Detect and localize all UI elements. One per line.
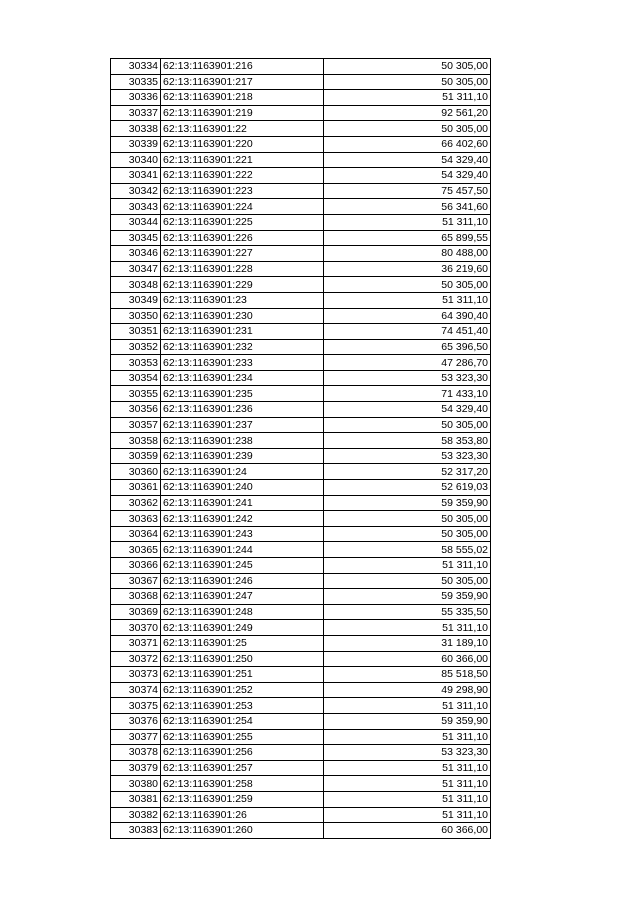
table-row [111,448,491,464]
cadastral-value-table [110,58,491,839]
row-number-cell: 30356 [111,402,161,418]
table-row [111,573,491,589]
cadastral-number-cell: 62:13:1163901:252 [161,682,324,698]
cadastral-number-cell: 62:13:1163901:256 [161,745,324,761]
cadastral-number-cell: 62:13:1163901:260 [161,823,324,839]
row-number-cell: 30381 [111,791,161,807]
value-cell: 51 311,10 [324,760,491,776]
table-row [111,370,491,386]
cadastral-number-cell: 62:13:1163901:230 [161,308,324,324]
cadastral-number-cell: 62:13:1163901:241 [161,495,324,511]
table-row [111,651,491,667]
value-cell: 52 619,03 [324,480,491,496]
table-row [111,105,491,121]
value-cell: 59 359,90 [324,495,491,511]
row-number-cell: 30358 [111,433,161,449]
value-cell: 51 311,10 [324,620,491,636]
cadastral-number-cell: 62:13:1163901:22 [161,121,324,137]
value-cell: 51 311,10 [324,807,491,823]
row-number-cell: 30338 [111,121,161,137]
table-row [111,121,491,137]
value-cell: 51 311,10 [324,729,491,745]
row-number-cell: 30364 [111,526,161,542]
cadastral-number-cell: 62:13:1163901:223 [161,183,324,199]
table-row [111,635,491,651]
cadastral-number-cell: 62:13:1163901:244 [161,542,324,558]
row-number-cell: 30336 [111,90,161,106]
table-row [111,791,491,807]
value-cell: 31 189,10 [324,635,491,651]
value-cell: 60 366,00 [324,651,491,667]
value-cell: 59 359,90 [324,589,491,605]
cadastral-number-cell: 62:13:1163901:249 [161,620,324,636]
value-cell: 51 311,10 [324,214,491,230]
value-cell: 58 555,02 [324,542,491,558]
row-number-cell: 30352 [111,339,161,355]
table-row [111,745,491,761]
row-number-cell: 30368 [111,589,161,605]
row-number-cell: 30350 [111,308,161,324]
value-cell: 51 311,10 [324,776,491,792]
value-cell: 51 311,10 [324,698,491,714]
cadastral-number-cell: 62:13:1163901:259 [161,791,324,807]
value-cell: 50 305,00 [324,573,491,589]
value-cell: 50 305,00 [324,74,491,90]
table-row [111,339,491,355]
value-cell: 54 329,40 [324,402,491,418]
table-row [111,74,491,90]
row-number-cell: 30342 [111,183,161,199]
cadastral-number-cell: 62:13:1163901:24 [161,464,324,480]
cadastral-number-cell: 62:13:1163901:222 [161,168,324,184]
row-number-cell: 30374 [111,682,161,698]
row-number-cell: 30344 [111,214,161,230]
table-row [111,511,491,527]
value-cell: 85 518,50 [324,667,491,683]
table-row [111,526,491,542]
table-row [111,713,491,729]
table-row [111,667,491,683]
table-row [111,214,491,230]
value-cell: 92 561,20 [324,105,491,121]
row-number-cell: 30346 [111,246,161,262]
table-body [111,59,491,839]
row-number-cell: 30359 [111,448,161,464]
row-number-cell: 30382 [111,807,161,823]
row-number-cell: 30339 [111,136,161,152]
cadastral-number-cell: 62:13:1163901:229 [161,277,324,293]
cadastral-number-cell: 62:13:1163901:247 [161,589,324,605]
value-cell: 74 451,40 [324,324,491,340]
value-cell: 65 396,50 [324,339,491,355]
cadastral-number-cell: 62:13:1163901:242 [161,511,324,527]
cadastral-number-cell: 62:13:1163901:224 [161,199,324,215]
cadastral-number-cell: 62:13:1163901:221 [161,152,324,168]
table-row [111,495,491,511]
row-number-cell: 30365 [111,542,161,558]
row-number-cell: 30348 [111,277,161,293]
value-cell: 51 311,10 [324,791,491,807]
row-number-cell: 30379 [111,760,161,776]
value-cell: 54 329,40 [324,168,491,184]
table-row [111,604,491,620]
table-row [111,589,491,605]
row-number-cell: 30366 [111,558,161,574]
cadastral-number-cell: 62:13:1163901:237 [161,417,324,433]
row-number-cell: 30355 [111,386,161,402]
value-cell: 80 488,00 [324,246,491,262]
table-row [111,823,491,839]
table-row [111,292,491,308]
table-row [111,480,491,496]
value-cell: 54 329,40 [324,152,491,168]
value-cell: 51 311,10 [324,558,491,574]
table-row [111,183,491,199]
table-row [111,230,491,246]
table-row [111,59,491,75]
cadastral-number-cell: 62:13:1163901:220 [161,136,324,152]
table-row [111,682,491,698]
cadastral-number-cell: 62:13:1163901:248 [161,604,324,620]
table-row [111,729,491,745]
value-cell: 53 323,30 [324,745,491,761]
value-cell: 36 219,60 [324,261,491,277]
cadastral-number-cell: 62:13:1163901:250 [161,651,324,667]
value-cell: 51 311,10 [324,90,491,106]
cadastral-number-cell: 62:13:1163901:258 [161,776,324,792]
table-row [111,324,491,340]
row-number-cell: 30377 [111,729,161,745]
table-row [111,542,491,558]
cadastral-number-cell: 62:13:1163901:236 [161,402,324,418]
value-cell: 50 305,00 [324,277,491,293]
row-number-cell: 30361 [111,480,161,496]
row-number-cell: 30378 [111,745,161,761]
row-number-cell: 30349 [111,292,161,308]
table-row [111,277,491,293]
row-number-cell: 30335 [111,74,161,90]
table-row [111,558,491,574]
row-number-cell: 30343 [111,199,161,215]
value-cell: 55 335,50 [324,604,491,620]
table-row [111,90,491,106]
cadastral-number-cell: 62:13:1163901:23 [161,292,324,308]
table-row [111,168,491,184]
row-number-cell: 30383 [111,823,161,839]
cadastral-number-cell: 62:13:1163901:257 [161,760,324,776]
cadastral-number-cell: 62:13:1163901:253 [161,698,324,714]
cadastral-number-cell: 62:13:1163901:218 [161,90,324,106]
cadastral-number-cell: 62:13:1163901:233 [161,355,324,371]
value-cell: 59 359,90 [324,713,491,729]
value-cell: 65 899,55 [324,230,491,246]
row-number-cell: 30362 [111,495,161,511]
row-number-cell: 30372 [111,651,161,667]
value-cell: 71 433,10 [324,386,491,402]
value-cell: 47 286,70 [324,355,491,371]
row-number-cell: 30376 [111,713,161,729]
value-cell: 50 305,00 [324,59,491,75]
value-cell: 53 323,30 [324,370,491,386]
cadastral-number-cell: 62:13:1163901:232 [161,339,324,355]
cadastral-number-cell: 62:13:1163901:225 [161,214,324,230]
cadastral-number-cell: 62:13:1163901:238 [161,433,324,449]
value-cell: 53 323,30 [324,448,491,464]
value-cell: 50 305,00 [324,526,491,542]
row-number-cell: 30363 [111,511,161,527]
table-row [111,136,491,152]
row-number-cell: 30371 [111,635,161,651]
table-row [111,464,491,480]
value-cell: 56 341,60 [324,199,491,215]
value-cell: 58 353,80 [324,433,491,449]
table-row [111,308,491,324]
row-number-cell: 30369 [111,604,161,620]
value-cell: 52 317,20 [324,464,491,480]
cadastral-number-cell: 62:13:1163901:234 [161,370,324,386]
cadastral-number-cell: 62:13:1163901:246 [161,573,324,589]
table-row [111,261,491,277]
table-row [111,402,491,418]
row-number-cell: 30370 [111,620,161,636]
row-number-cell: 30375 [111,698,161,714]
cadastral-number-cell: 62:13:1163901:245 [161,558,324,574]
cadastral-number-cell: 62:13:1163901:240 [161,480,324,496]
table-row [111,386,491,402]
table-row [111,807,491,823]
value-cell: 50 305,00 [324,417,491,433]
table-row [111,199,491,215]
cadastral-number-cell: 62:13:1163901:251 [161,667,324,683]
table-row [111,620,491,636]
row-number-cell: 30345 [111,230,161,246]
table-row [111,152,491,168]
cadastral-number-cell: 62:13:1163901:254 [161,713,324,729]
cadastral-number-cell: 62:13:1163901:243 [161,526,324,542]
row-number-cell: 30373 [111,667,161,683]
cadastral-number-cell: 62:13:1163901:227 [161,246,324,262]
row-number-cell: 30334 [111,59,161,75]
row-number-cell: 30380 [111,776,161,792]
value-cell: 50 305,00 [324,121,491,137]
cadastral-number-cell: 62:13:1163901:25 [161,635,324,651]
row-number-cell: 30340 [111,152,161,168]
cadastral-number-cell: 62:13:1163901:26 [161,807,324,823]
row-number-cell: 30347 [111,261,161,277]
value-cell: 66 402,60 [324,136,491,152]
value-cell: 50 305,00 [324,511,491,527]
cadastral-number-cell: 62:13:1163901:226 [161,230,324,246]
value-cell: 51 311,10 [324,292,491,308]
table-row [111,776,491,792]
cadastral-number-cell: 62:13:1163901:216 [161,59,324,75]
cadastral-number-cell: 62:13:1163901:255 [161,729,324,745]
cadastral-number-cell: 62:13:1163901:217 [161,74,324,90]
table-row [111,355,491,371]
table-row [111,246,491,262]
cadastral-number-cell: 62:13:1163901:235 [161,386,324,402]
cadastral-number-cell: 62:13:1163901:219 [161,105,324,121]
row-number-cell: 30353 [111,355,161,371]
table-row [111,433,491,449]
row-number-cell: 30354 [111,370,161,386]
row-number-cell: 30351 [111,324,161,340]
row-number-cell: 30341 [111,168,161,184]
cadastral-number-cell: 62:13:1163901:239 [161,448,324,464]
row-number-cell: 30360 [111,464,161,480]
value-cell: 75 457,50 [324,183,491,199]
row-number-cell: 30367 [111,573,161,589]
value-cell: 49 298,90 [324,682,491,698]
cadastral-number-cell: 62:13:1163901:231 [161,324,324,340]
row-number-cell: 30357 [111,417,161,433]
value-cell: 60 366,00 [324,823,491,839]
cadastral-number-cell: 62:13:1163901:228 [161,261,324,277]
row-number-cell: 30337 [111,105,161,121]
value-cell: 64 390,40 [324,308,491,324]
table-row [111,760,491,776]
table-row [111,698,491,714]
table-row [111,417,491,433]
